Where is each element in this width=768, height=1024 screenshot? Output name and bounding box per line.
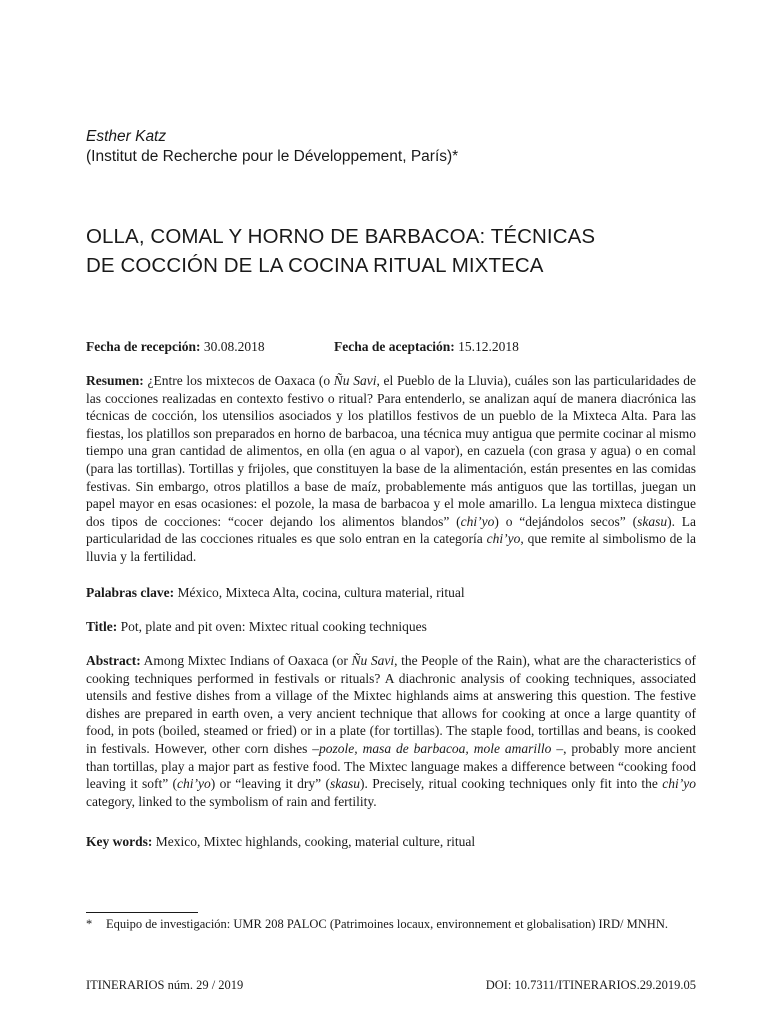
resumen-italic: Ñu Savi: [333, 373, 377, 388]
received-date: [86, 339, 265, 354]
english-title-paragraph: [86, 618, 696, 636]
palabras-clave-value: México, Mixteca Alta, cocina, cultura material, ritual: [177, 585, 465, 600]
dates-row: [86, 338, 696, 356]
resumen-italic: chi’yo: [486, 531, 521, 547]
palabras-clave-paragraph: [86, 584, 696, 602]
key-words-paragraph: [86, 833, 696, 851]
abstract-paragraph: [86, 652, 696, 810]
resumen-text: , que remite al simbolismo de la lluvia y la fertilidad.: [86, 531, 696, 564]
resumen-italic: skasu: [637, 513, 668, 529]
abstract-text: , the People of the Rain), what are the characteristics of cooking techniques performed in festivals or rituals? A diachronic analysis of cooking techniques, associated utensils and festive dishes from a village of the Mixtec highlands aims at answering this question. The festive dishes are prepared in earth oven, a very ancient technique that allows for cooking at once a large quantity of food, in pots (boiled, steamed or fried) or in a plate (for tortillas). The staple food, tortillas and beans, is cooked in festivals. However, other corn dishes –: [86, 653, 696, 756]
footnote-divider: [86, 912, 198, 913]
abstract-text: ). Precisely, ritual cooking techniques only fit into the: [360, 776, 663, 792]
article-title-line-1: OLLA, COMAL Y HORNO DE BARBACOA: TÉCNICAS: [86, 225, 596, 248]
accepted-date: [334, 338, 519, 356]
abstract-label: Abstract:: [86, 653, 141, 668]
key-words-value: Mexico, Mixtec highlands, cooking, material culture, ritual: [155, 834, 476, 849]
abstract-text: Among Mixtec Indians of Oaxaca (or: [143, 653, 352, 668]
abstract-italic: pozole, masa de barbacoa, mole amarillo: [319, 740, 552, 756]
english-title-value: Pot, plate and pit oven: Mixtec ritual cooking techniques: [120, 619, 427, 634]
received-value: 30.08.2018: [203, 339, 265, 354]
footnote: [86, 916, 696, 933]
abstract-text: ) or “leaving it dry” (: [210, 776, 331, 792]
abstract-italic: chi’yo: [177, 776, 211, 792]
received-label: Fecha de recepción:: [86, 339, 201, 354]
author-name: Esther Katz: [86, 128, 167, 145]
abstract-text: –, probably more ancient than tortillas, play a major part as festive food. The Mixtec language makes a difference between “cooking food leaving it soft” (: [86, 740, 696, 792]
doi: DOI: 10.7311/ITINERARIOS.29.2019.05: [485, 978, 696, 992]
article-title-line-2: DE COCCIÓN DE LA COCINA RITUAL MIXTECA: [86, 254, 544, 277]
resumen-text: , el Pueblo de la Lluvia), cuáles son las particularidades de las cocciones realizadas en contexto festivo o ritual? Para entenderlo, se analizan aquí de manera diacrónica las técnicas de cocción, los utensilios asociados y los platillos festivos de un pueblo de la Mixteca Alta. Para las fiestas, los platillos son preparados en horno de barbacoa, una técnica muy antigua que permite cocinar al mismo tiempo una gran cantidad de alimentos, en olla (en agua o al vapor), en cazuela (con grasa y agua) o en comal (para las tortillas). Tortillas y frijoles, que constituyen la base de la alimentación, están presentes en las comidas festivas. Sin embargo, otros platillos a base de maíz, probablemente más antiguos que las tortillas, juegan un papel mayor en esas ocasiones: el pozole, la masa de barbacoa y el mole amarillo. La lengua mixteca distingue dos tipos de cocciones: “cocer dejando los alimentos blandos” (: [86, 373, 696, 529]
resumen-italic: chi’yo: [460, 513, 495, 529]
resumen-paragraph: [86, 372, 696, 566]
author-affiliation: (Institut de Recherche pour le Développement, París)*: [86, 148, 459, 165]
accepted-label: Fecha de aceptación:: [334, 339, 455, 354]
resumen-text: ¿Entre los mixtecos de Oaxaca (o: [147, 373, 334, 388]
resumen-text: ) o “dejándolos secos” (: [494, 513, 638, 529]
english-title-label: Title:: [86, 619, 118, 634]
article-title: [86, 222, 595, 280]
journal-issue: ITINERARIOS núm. 29 / 2019: [86, 978, 244, 992]
footnote-text: Equipo de investigación: UMR 208 PALOC (Patrimoines locaux, environnement et globalisation) IRD/ MNHN.: [106, 917, 668, 931]
abstract-italic: skasu: [330, 776, 361, 792]
abstract-italic: Ñu Savi: [351, 653, 395, 668]
palabras-clave-label: Palabras clave:: [86, 585, 175, 600]
footnote-mark: *: [86, 917, 93, 931]
author-block: [86, 127, 458, 167]
key-words-label: Key words:: [86, 834, 153, 849]
resumen-label: Resumen:: [86, 373, 144, 388]
resumen-text: ). La particularidad de las cocciones rituales es que solo entran en la categoría: [86, 513, 696, 547]
abstract-italic: chi’yo: [662, 776, 697, 792]
abstract-text: category, linked to the symbolism of rain and fertility.: [86, 793, 377, 809]
accepted-value: 15.12.2018: [458, 339, 519, 354]
